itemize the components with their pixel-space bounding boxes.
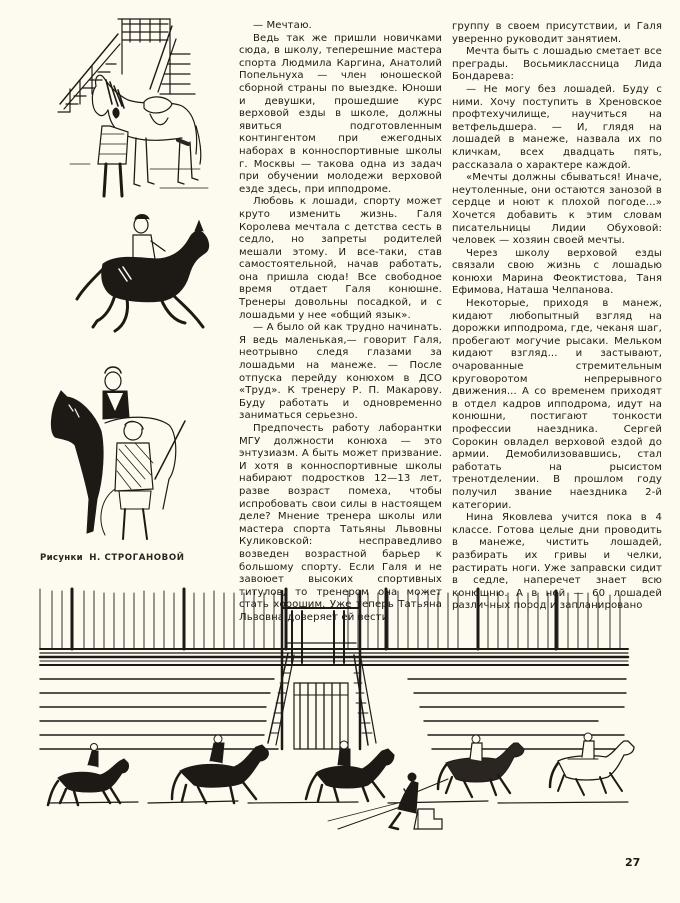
illustration-horse-at-stairs <box>50 14 210 199</box>
paragraph: Любовь к лошади, спорту может круто изменить жизнь. Галя Королева мечтала с детства сесть в седло, но запреты родителей мешали этому. И все-таки, став самостоятельной, начав работать, она пришла сюда! Все свободное время отдает Галя конюшне. Тренеры довольны посадкой, и с лошадьми у нее «общий язык». <box>239 196 442 321</box>
paragraph: — А было ой как трудно начинать. Я ведь маленькая,— говорит Галя, неотрывно следя глазами за лошадьми на манеже. — После отпуска перейду конюхом в ДСО «Труд». К тренеру Р. П. Макарову. Буду работать и одновременно заниматься серьезно. <box>239 322 442 422</box>
caption-author: Н. СТРОГАНОВОЙ <box>89 553 185 563</box>
page-number: 27 <box>625 856 641 869</box>
article-column-right <box>452 21 662 613</box>
illustration-rider-on-dark-horse <box>75 209 225 344</box>
horse-rider-4 <box>438 735 524 797</box>
paragraph: «Мечты должны сбываться! Иначе, неутоленные, они остаются занозой в сердце и ноют к плохой погоде...» Хочется добавить к этим словам писательницы Лидии Обуховой: человек — хозяин своей мечты. <box>452 172 662 247</box>
illustration-credit <box>40 553 185 563</box>
article-column-middle <box>239 20 442 625</box>
paragraph: Некоторые, приходя в манеж, кидают любопытный взгляд на дорожки ипподрома, где, чеканя шаг, пробегают могучие рысаки. Мельком кидают взгляд... и застывают, очарованные стремительным круговоротом непрерывного движения... А со временем приходят в отдел кадров ипподрома, идут на конюшни, постигают тонкости профессии наездника. Сергей Сорокин овладел верховой ездой до армии. Демобилизовавшись, стал работать на рысистом тренотделении. В прошлом году получил звание наездника 2-й категории. <box>452 298 662 511</box>
horse-rider-1 <box>48 744 129 806</box>
illustration-rider-with-trainer <box>45 359 195 549</box>
paragraph: группу в своем присутствии, и Галя уверенно руководит занятием. <box>452 21 662 45</box>
horse-rider-5 <box>550 733 634 795</box>
horse-rider-2 <box>172 735 268 803</box>
caption-label: Рисунки <box>40 553 83 563</box>
paragraph: Через школу верховой езды связали свою жизнь с лошадью конюхи Марина Феоктистова, Таня Ефимова, Наташа Челпанова. <box>452 247 662 297</box>
illustration-arena-panorama <box>38 583 638 838</box>
paragraph: — Не могу без лошадей. Буду с ними. Хочу поступить в Хреновское профтехучилище, научиться на ветфельдшера. — И, глядя на лошадей в манеже, назвала их по кличкам, всех двадцать пять, рассказала о характере каждой. <box>452 83 662 171</box>
horse-rider-3 <box>306 741 394 801</box>
paragraph: Ведь так же пришли новичками сюда, в школу, теперешние мастера спорта Людмила Каргина, Анатолий Попельнуха — член юношеской сборной страны по выездке. Юноши и девушки, прошедшие курс верховой езды в школе, должны явиться подготовленным контингентом при ежегодных наборах в конноспортивные школы г. Москвы — такова одна из задач при обучении молодежи верховой езде здесь, при ипподроме. <box>239 32 442 195</box>
paragraph: — Мечтаю. <box>253 20 312 31</box>
paragraph: Предпочесть работу лаборантки МГУ должности конюха — это энтузиазм. А быть может призвание. И хотя в конноспортивные школы набирают подростков 12—13 лет, разве возраст помеха, чтобы испробовать свои силы в настоящем деле? Мнение тренера школы или мастера спорта Татьяны Львовны Куликовской: несправедливо возведен возрастной барьер к большому спорту. Если Галя и не завоюет высоких спортивных титулов, то тренером она может стать хорошим. Уже теперь Татьяна Львовна доверяет ей вести <box>239 423 442 623</box>
paragraph: Мечта быть с лошадью сметает все преграды. Восьмиклассница Лида Бондарева: <box>452 46 662 83</box>
left-illustrations <box>40 14 235 554</box>
paragraph: Нина Яковлева учится пока в 4 классе. Готова целые дни проводить в манеже, чистить лошадей, разбирать их гривы и челки, растирать ноги. Уже заправски сидит в седле, наперечет знает всю конюшню. А в ней — 60 лошадей различных пород и запланировано <box>452 512 662 612</box>
